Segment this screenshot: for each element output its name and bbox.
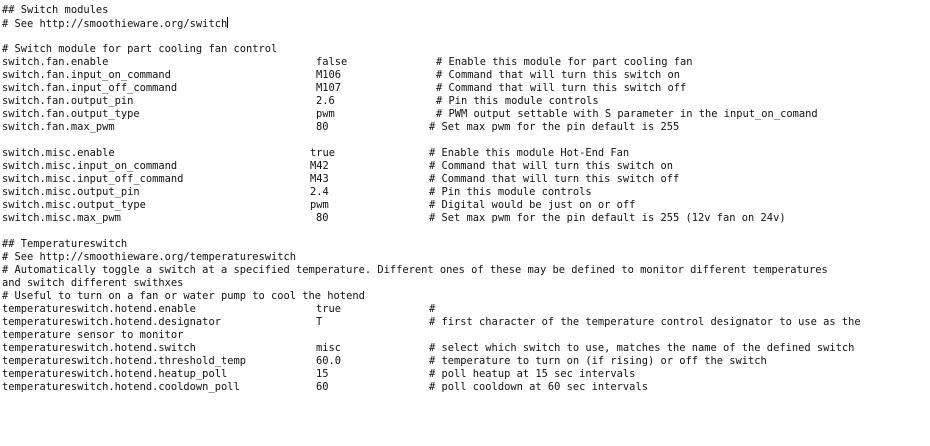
config-comment: # Pin this module controls (436, 95, 599, 107)
config-value: 60.0 (316, 355, 342, 367)
config-key: temperatureswitch.hotend.enable (2, 303, 196, 315)
config-value: 15 (316, 368, 329, 380)
text-line: and switch different swithxes (2, 277, 184, 289)
config-key: temperatureswitch.hotend.heatup_poll (2, 368, 228, 380)
config-comment: # Set max pwm for the pin default is 255 (12v fan on 24v) (429, 212, 786, 224)
config-key: switch.fan.output_type (2, 108, 140, 120)
config-comment: # select which switch to use, matches the name of the defined switch (429, 342, 855, 354)
config-comment: # Enable this module Hot-End Fan (429, 147, 630, 159)
config-row (0, 316, 930, 329)
config-key: switch.misc.input_off_command (2, 173, 184, 185)
config-comment: # Pin this module controls (429, 186, 592, 198)
config-row (0, 186, 930, 199)
config-value: M107 (316, 82, 342, 94)
config-comment: # Command that will turn this switch on (436, 69, 680, 81)
config-value: false (316, 56, 348, 68)
config-row (0, 82, 930, 95)
config-comment: # poll cooldown at 60 sec intervals (429, 381, 648, 393)
config-key: switch.misc.output_pin (2, 186, 140, 198)
text-line: ## Switch modules (2, 4, 109, 16)
config-row (0, 147, 930, 160)
config-value: T (316, 316, 323, 328)
config-key: temperatureswitch.hotend.cooldown_poll (2, 381, 240, 393)
config-value: M43 (310, 173, 329, 185)
config-value: 80 (316, 121, 329, 133)
config-value: 80 (316, 212, 329, 224)
config-key: switch.fan.input_on_command (2, 69, 171, 81)
config-comment: # first character of the temperature control designator to use as the (429, 316, 861, 328)
config-row (0, 368, 930, 381)
blank-line (0, 225, 930, 238)
config-value: misc (316, 342, 342, 354)
config-row (0, 355, 930, 368)
blank-line (0, 30, 930, 43)
config-value: M42 (310, 160, 329, 172)
text-line: # See http://smoothieware.org/switch (2, 18, 228, 30)
config-value: true (310, 147, 336, 159)
config-key: switch.misc.enable (2, 147, 115, 159)
config-row (0, 160, 930, 173)
config-value: 2.4 (310, 186, 329, 198)
config-key: switch.misc.input_on_command (2, 160, 178, 172)
config-row (0, 95, 930, 108)
config-comment: # Command that will turn this switch on (429, 160, 673, 172)
text-line: # Useful to turn on a fan or water pump to cool the hotend (2, 290, 365, 302)
config-value: 60 (316, 381, 329, 393)
config-row (0, 173, 930, 186)
config-row (0, 342, 930, 355)
config-comment: # Command that will turn this switch off (429, 173, 680, 185)
config-comment: # PWM output settable with S parameter in the input_on_comand (436, 108, 818, 120)
config-comment: # Enable this module for part cooling fan (436, 56, 693, 68)
text-line: temperature sensor to monitor (2, 329, 184, 341)
text-line: # Switch module for part cooling fan control (2, 43, 278, 55)
config-row (0, 69, 930, 82)
config-key: temperatureswitch.hotend.designator (2, 316, 221, 328)
config-key: switch.fan.input_off_command (2, 82, 178, 94)
text-line: # Automatically toggle a switch at a specified temperature. Different ones of these may be defined to monitor different temperatures (2, 264, 828, 276)
config-row (0, 121, 930, 134)
config-key: switch.misc.max_pwm (2, 212, 121, 224)
config-row (0, 56, 930, 69)
config-comment: # (429, 303, 436, 315)
config-row (0, 303, 930, 316)
config-key: switch.fan.output_pin (2, 95, 134, 107)
config-key: temperatureswitch.hotend.switch (2, 342, 196, 354)
config-value: M106 (316, 69, 342, 81)
config-comment: # Command that will turn this switch off (436, 82, 687, 94)
config-key: temperatureswitch.hotend.threshold_temp (2, 355, 246, 367)
blank-line (0, 134, 930, 147)
config-comment: # Set max pwm for the pin default is 255 (429, 121, 680, 133)
config-value: pwm (316, 108, 335, 120)
config-value: 2.6 (316, 95, 335, 107)
config-key: switch.fan.max_pwm (2, 121, 115, 133)
config-row (0, 108, 930, 121)
config-comment: # poll heatup at 15 sec intervals (429, 368, 636, 380)
config-row (0, 381, 930, 394)
text-line: ## Temperatureswitch (2, 238, 128, 250)
config-value: pwm (310, 199, 329, 211)
config-key: switch.fan.enable (2, 56, 109, 68)
config-row (0, 199, 930, 212)
config-comment: # temperature to turn on (if rising) or off the switch (429, 355, 767, 367)
config-comment: # Digital would be just on or off (429, 199, 636, 211)
text-line: # See http://smoothieware.org/temperatureswitch (2, 251, 297, 263)
config-key: switch.misc.output_type (2, 199, 146, 211)
config-row (0, 212, 930, 225)
text-cursor (227, 17, 228, 28)
config-value: true (316, 303, 342, 315)
